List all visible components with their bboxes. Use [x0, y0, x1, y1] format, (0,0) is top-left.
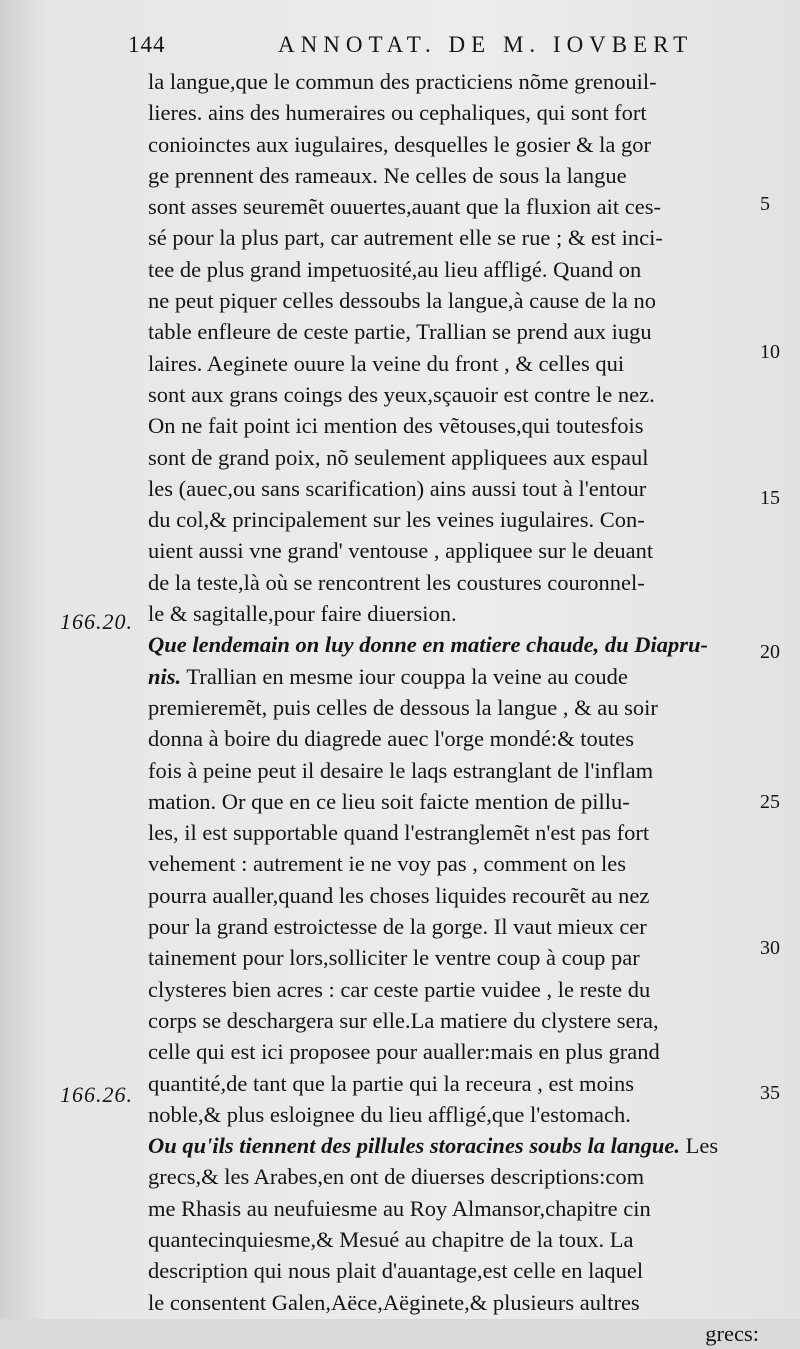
- line-number: 35: [760, 1082, 780, 1104]
- text-line: description qui nous plait d'auantage,est celle en laquel: [148, 1258, 644, 1284]
- line-number: 25: [760, 791, 780, 813]
- text-line: sé pour la plus part, car autrement elle se rue ; & est inci-: [148, 225, 663, 251]
- text-line: pourra aualler,quand les choses liquides recourẽt au nez: [148, 882, 650, 908]
- text-line: les, il est supportable quand l'estranglemẽt n'est pas fort: [148, 820, 650, 846]
- text-line: [148, 661, 763, 692]
- text-line: laires. Aeginete ouure la veine du front , & celles qui: [148, 350, 625, 376]
- line-number: 5: [760, 193, 770, 215]
- text-line: du col,& principalement sur les veines iugulaires. Con-: [148, 507, 645, 533]
- text-line: le consentent Galen,Aëce,Aëginete,& plusieurs aultres: [148, 1289, 640, 1315]
- text-line: table enfleure de ceste partie, Trallian se prend aux iugu: [148, 319, 652, 345]
- text-line: tee de plus grand impetuosité,au lieu affligé. Quand on: [148, 256, 642, 282]
- text-line: vehement : autrement ie ne voy pas , comment on les: [148, 851, 626, 877]
- text-line: celle qui est ici proposee pour aualler:mais en plus grand: [148, 1039, 660, 1065]
- line-number: 10: [760, 341, 780, 363]
- text-line: le & sagitalle,pour faire diuersion.: [148, 601, 457, 627]
- text-line: noble,& plus esloignee du lieu affligé,que l'estomach.: [148, 1101, 631, 1127]
- line-number: 30: [760, 937, 780, 959]
- text-line: pour la grand estroictesse de la gorge. Il vaut mieux cer: [148, 914, 647, 940]
- text-line: les (auec,ou sans scarification) ains aussi tout à l'entour: [148, 475, 647, 501]
- text-line: clysteres bien acres : car ceste partie vuidee , le reste du: [148, 976, 651, 1002]
- text-line: quantité,de tant que la partie qui la receura , est moins: [148, 1070, 635, 1096]
- running-title: ANNOTAT. DE M. IOVBERT: [278, 32, 694, 57]
- margin-reference: 166.20.: [60, 609, 133, 634]
- lemma-commentary: Trallian en mesme iour couppa la veine au coude: [186, 663, 628, 689]
- text-line: mation. Or que en ce lieu soit faicte mention de pillu-: [148, 788, 630, 814]
- body-text: [148, 66, 763, 1349]
- text-line: On ne fait point ici mention des vẽtouses,qui toutesfois: [148, 413, 644, 439]
- lemma-line: [148, 629, 763, 660]
- text-line: quantecinquiesme,& Mesué au chapitre de la toux. La: [148, 1226, 634, 1252]
- text-line: uient aussi vne grand' ventouse , appliquee sur le deuant: [148, 538, 654, 564]
- text-line: lieres. ains des humeraires ou cephaliques, qui sont fort: [148, 100, 647, 126]
- text-line: sont asses seuremẽt ouuertes,auant que la fluxion ait ces-: [148, 194, 661, 220]
- text-line: sont de grand poix, nõ seulement appliquees aux espaul: [148, 444, 649, 470]
- text-line: de la teste,là où se rencontrent les coustures couronnel-: [148, 569, 645, 595]
- page-header: [128, 32, 768, 64]
- text-line: me Rhasis au neufuiesme au Roy Almansor,chapitre cin: [148, 1195, 651, 1221]
- lemma: Que lendemain on luy donne en matiere chaude, du Diapru-: [148, 632, 709, 658]
- line-number: 15: [760, 487, 780, 509]
- lemma-commentary: Les: [685, 1133, 719, 1159]
- catchword: grecs:: [705, 1320, 759, 1346]
- margin-reference: 166.26.: [60, 1082, 133, 1107]
- text-line: ge prennent des rameaux. Ne celles de sous la langue: [148, 162, 627, 188]
- lemma-line: [148, 1130, 763, 1161]
- text-line: premieremẽt, puis celles de dessous la langue , & au soir: [148, 694, 658, 720]
- text-line: donna à boire du diagrede auec l'orge mondé:& toutes: [148, 726, 634, 752]
- line-number: 20: [760, 641, 780, 663]
- text-line: la langue,que le commun des practiciens nõme grenouil-: [148, 69, 657, 94]
- text-line: conioinctes aux iugulaires, desquelles le gosier & la gor: [148, 131, 651, 157]
- text-line: grecs,& les Arabes,en ont de diuerses descriptions:com: [148, 1164, 645, 1190]
- text-line: ne peut piquer celles dessoubs la langue,à cause de la no: [148, 288, 656, 314]
- lemma: Ou qu'ils tiennent des pillules storacines soubs la langue.: [148, 1133, 680, 1159]
- page-number: 144: [128, 32, 166, 57]
- text-line: corps se deschargera sur elle.La matiere du clystere sera,: [148, 1007, 659, 1033]
- lemma-continuation: nis.: [148, 663, 182, 689]
- text-line: sont aux grans coings des yeux,sçauoir est contre le nez.: [148, 381, 655, 407]
- text-line: fois à peine peut il desaire le laqs estranglant de l'inflam: [148, 757, 654, 783]
- text-line: tainement pour lors,solliciter le ventre coup à coup par: [148, 945, 640, 971]
